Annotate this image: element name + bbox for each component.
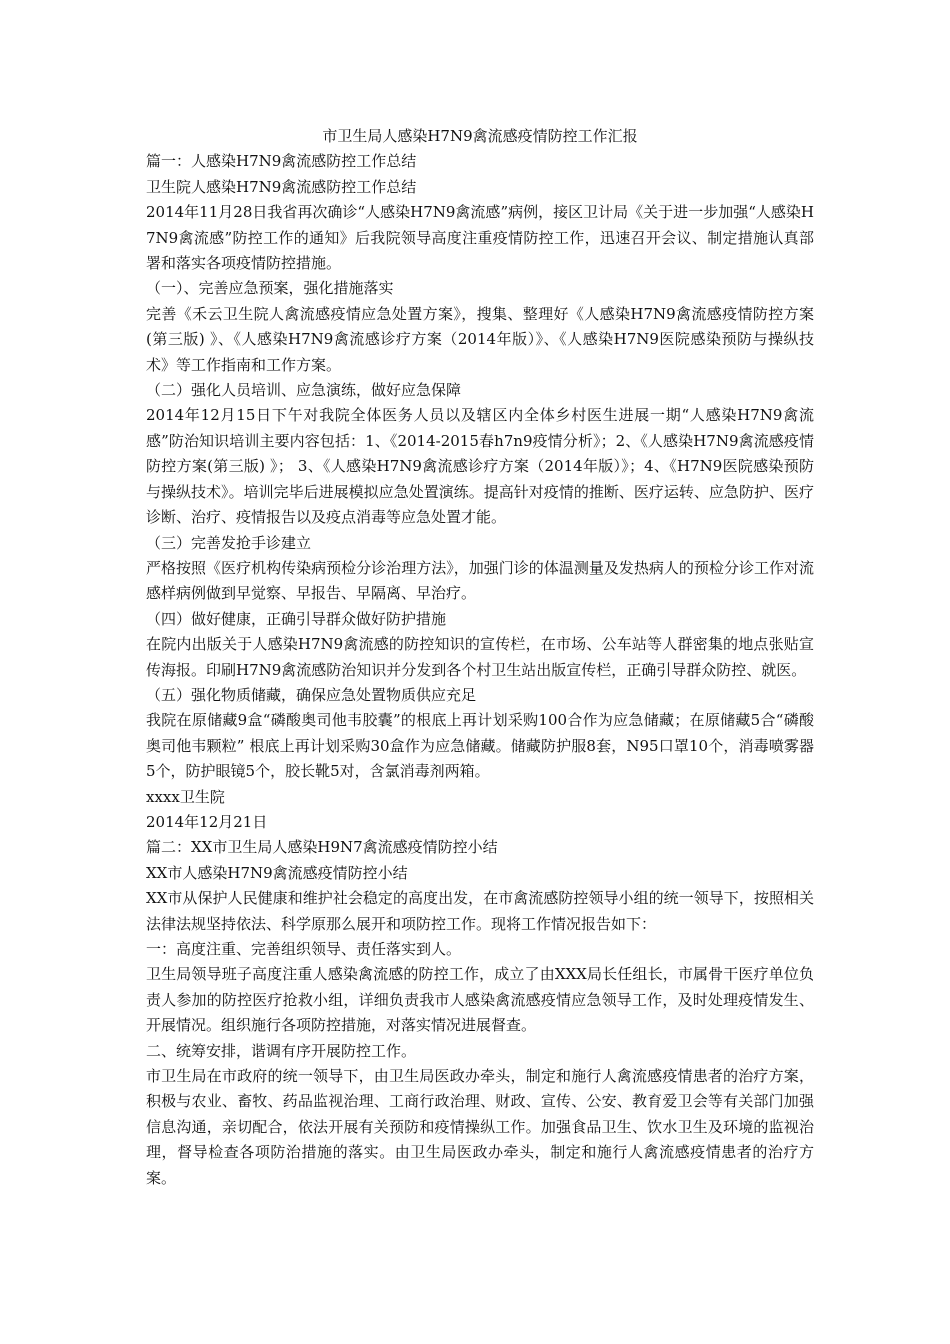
body-paragraph-2: 2014年12月15日下午对我院全体医务人员以及辖区内全体乡村医生进展一期“人感染H7N9禽流感”防治知识培训主要内容包括：1、《2014-2015春h7n9疫情分析》；2、《人感染H7N9禽流感疫情防控方案(第三版) 》； 3、《人感染H7N9禽流感诊疗方案（2014年版）》；4、《H7N9医院感染预防与操纵技术》。培训完毕后进展模拟应急处置演练。提高针对疫情的推断、医疗运转、应急防护、医疗诊断、治疗、疫情报告以及疫点消毒等应急处置才能。 [146,406,814,527]
subheading-6: 一：高度注重、完善组织领导、责任落实到人。 [146,940,462,958]
body-paragraph-3: 严格按照《医疗机构传染病预检分诊治理方法》，加强门诊的体温测量及发热病人的预检分诊工作对流感样病例做到早觉察、早报告、早隔离、早治疗。 [146,558,814,603]
intro-paragraph-2: XX市从保护人民健康和维护社会稳定的高度出发，在市禽流感防控领导小组的统一领导下，按照相关法律法规坚持依法、科学原那么展开和项防控工作。现将工作情况报告如下： [146,889,814,933]
signature-org: xxxx卫生院 [146,787,225,806]
signature-date: 2014年12月21日 [146,812,268,831]
subheading-7: 二、统筹安排，谐调有序开展防控工作。 [146,1041,417,1060]
subheading-1: （一）、完善应急预案，强化措施落实 [146,279,394,298]
intro-paragraph-1: 2014年11月28日我省再次确诊“人感染H7N9禽流感”病例，接区卫计局《关于进一步加强“人感染H7N9禽流感”防控工作的通知》后我院领导高度注重疫情防控工作，迅速召开会议、制定措施认真部署和落实各项疫情防控措施。 [146,203,814,273]
subheading-4: （四）做好健康，正确引导群众做好防护措施 [146,609,447,628]
body-paragraph-6: 卫生局领导班子高度注重人感染禽流感的防控工作，成立了由XXX局长任组长，市属骨干医疗单位负责人参加的防控医疗抢救小组，详细负责我市人感染禽流感疫情应急领导工作，及时处理疫情发生、开展情况。组织施行各项防控措施，对落实情况进展督查。 [146,965,814,1035]
body-paragraph-1: 完善《禾云卫生院人禽流感疫情应急处置方案》，搜集、整理好《人感染H7N9禽流感疫情防控方案(第三版) 》、《人感染H7N9禽流感诊疗方案（2014年版）》、《人感染H7N9医院感染预防与操纵技术》等工作指南和工作方案。 [146,304,814,374]
document-title: 市卫生局人感染H7N9禽流感疫情防控工作汇报 [322,127,638,145]
subheading-5: （五）强化物质储藏，确保应急处置物质供应充足 [146,685,477,704]
report-title-2: XX市人感染H7N9禽流感疫情防控小结 [146,863,408,882]
subheading-3: （三）完善发抢手诊建立 [146,533,312,552]
section-heading-part-2: 篇二：XX市卫生局人感染H9N7禽流感疫情防控小结 [146,838,498,857]
body-paragraph-4: 在院内出版关于人感染H7N9禽流感的防控知识的宣传栏，在市场、公车站等人群密集的地点张贴宣传海报。印刷H7N9禽流感防治知识并分发到各个村卫生站出版宣传栏，正确引导群众防控、就医。 [146,635,814,679]
body-paragraph-5: 我院在原储藏9盒“磷酸奥司他韦胶囊”的根底上再计划采购100合作为应急储藏；在原储藏5合“磷酸奥司他韦颗粒” 根底上再计划采购30盒作为应急储藏。储藏防护服8套，N95口罩10个，消毒喷雾器5个，防护眼镜5个，胶长靴5对，含氯消毒剂两箱。 [146,711,814,781]
body-paragraph-7: 市卫生局在市政府的统一领导下，由卫生局医政办牵头，制定和施行人禽流感疫情患者的治疗方案，积极与农业、畜牧、药品监视治理、工商行政治理、财政、宣传、公安、教育爱卫会等有关部门加强信息沟通，亲切配合，依法开展有关预防和疫情操纵工作。加强食品卫生、饮水卫生及环境的监视治理，督导检查各项防治措施的落实。由卫生局医政办牵头，制定和施行人禽流感疫情患者的治疗方案。 [146,1067,814,1187]
section-heading-part-1: 篇一：人感染H7N9禽流感防控工作总结 [146,152,417,171]
subheading-2: （二）强化人员培训、应急演练，做好应急保障 [146,381,462,400]
report-title-1: 卫生院人感染H7N9禽流感防控工作总结 [146,177,417,196]
document-page [146,124,814,1191]
